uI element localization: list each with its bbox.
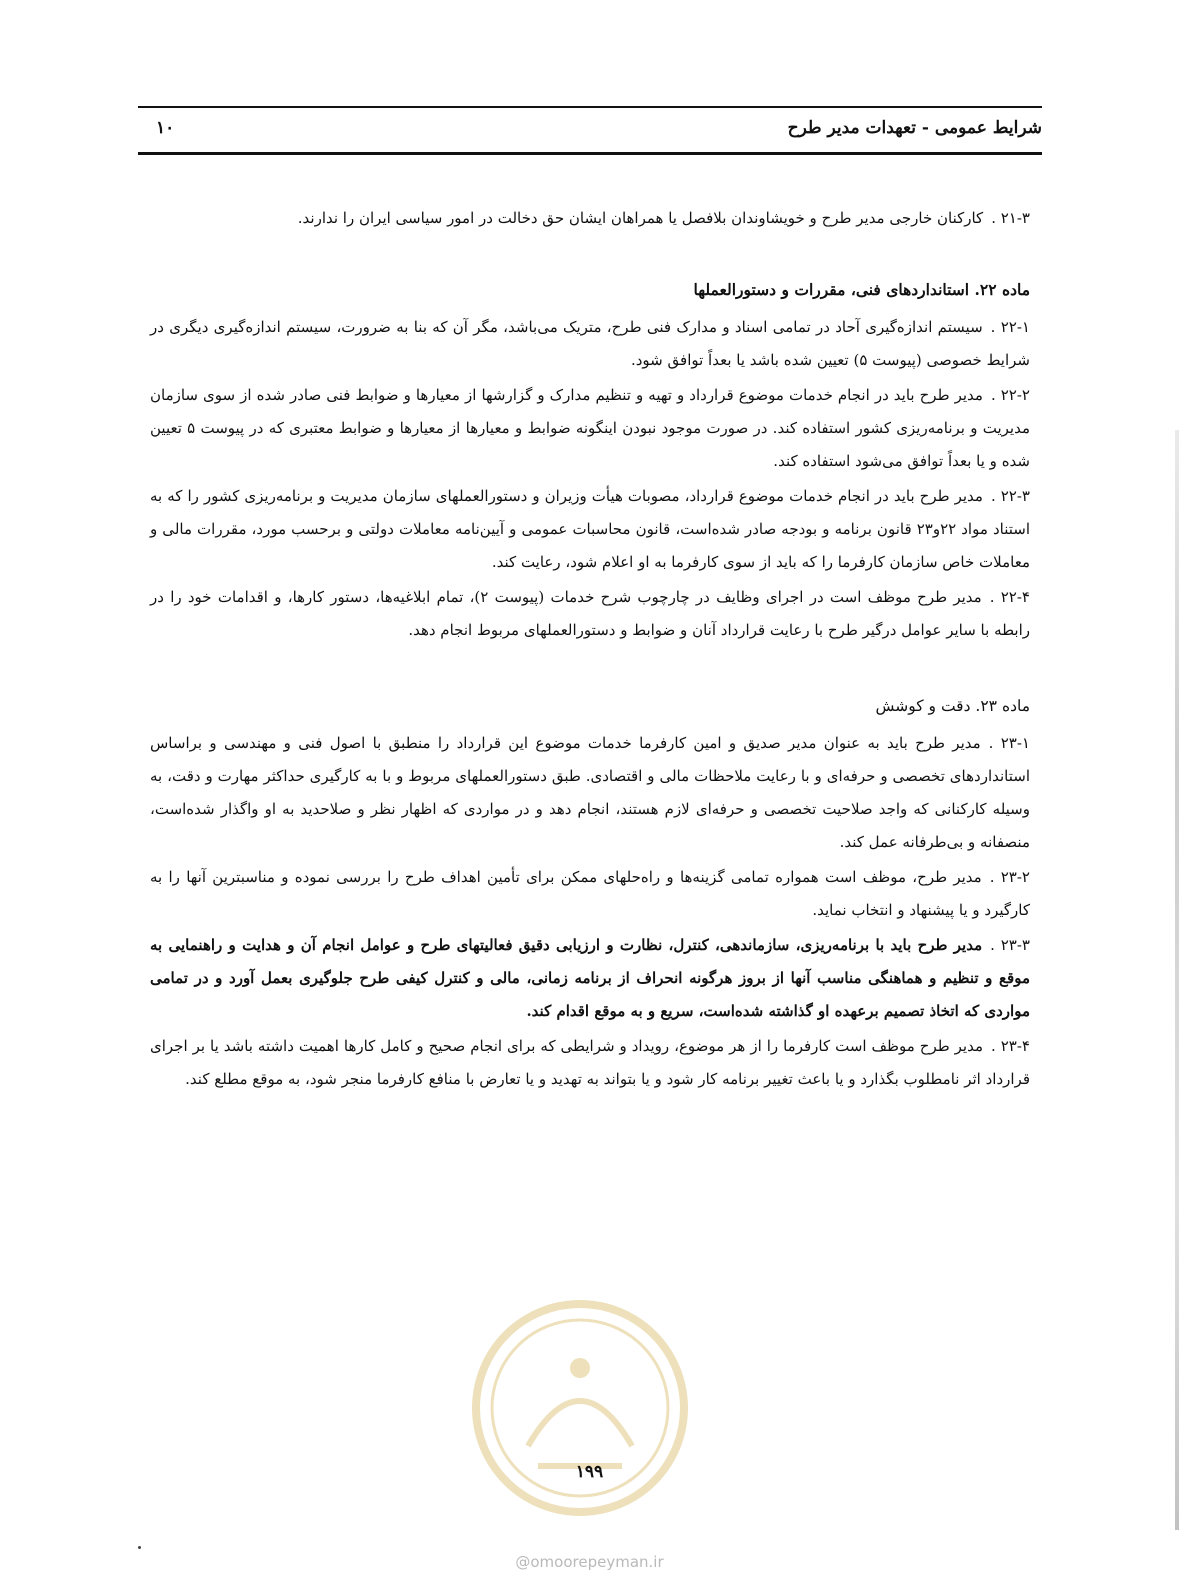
article-22-heading: ماده ۲۲. استانداردهای فنی، مقررات و دستورالعملها xyxy=(693,280,1030,299)
scan-edge-shadow xyxy=(1175,430,1179,1530)
clause-text: مدیر طرح باید به عنوان مدیر صدیق و امین کارفرما خدمات موضوع این قرارداد را منطبق با اصول فنی و مهندسی و براساس استانداردهای تخصصی و حرفه‌ای و با رعایت ملاحظات مالی و اقتصادی. طبق دستورالعملهای مربوط و با به کارگیری حداکثر مهارت و دقت، به وسیله کارکنانی که واجد صلاحیت تخصصی و حرفه‌ای لازم هستند، انجام دهد و در مواردی که اظهار نظر و صلاحدید به او واگذار شده‌است، منصفانه و بی‌طرفانه عمل کند. xyxy=(150,734,1030,851)
clause-number: ۲۳-۲ . xyxy=(989,868,1030,886)
clause-21-3 xyxy=(150,202,1030,235)
header-top-rule xyxy=(138,106,1042,108)
clause-number: ۲۱-۳ . xyxy=(991,209,1030,227)
article-23-heading: ماده ۲۳. دقت و کوشش xyxy=(875,697,1030,715)
document-body xyxy=(150,202,1030,1098)
clause-number: ۲۲-۳ . xyxy=(990,487,1030,505)
clause-text: سیستم اندازه‌گیری آحاد در تمامی اسناد و مدارک فنی طرح، متریک می‌باشد، مگر آن که بنا به ضرورت، سیستم اندازه‌گیری دیگری در شرایط خصوصی (پیوست ۵) تعیین شده باشد یا بعداً توافق شود. xyxy=(150,318,1030,369)
clause-22-4 xyxy=(150,581,1030,647)
watermark-seal-icon xyxy=(468,1296,692,1520)
clause-number: ۲۲-۲ . xyxy=(990,386,1030,404)
page-number: ۱۰ xyxy=(156,118,175,138)
clause-text: مدیر طرح موظف است کارفرما را از هر موضوع، رویداد و شرایطی که برای انجام صحیح و کامل کارها اهمیت داشته باشد یا بر اجرای قرارداد اثر نامطلوب بگذارد و یا باعث تغییر برنامه کار شود و یا بتواند به تهدید و یا تعارض با منافع کارفرما منجر شود، به موقع مطلع کند. xyxy=(150,1037,1030,1088)
header-bottom-rule xyxy=(138,152,1042,155)
watermark-site-text: @omoorepeyman.ir xyxy=(515,1553,664,1571)
clause-23-1 xyxy=(150,727,1030,859)
section-article-21-tail xyxy=(150,202,1030,235)
clause-text: مدیر طرح باید با برنامه‌ریزی، سازماندهی، کنترل، نظارت و ارزیابی دقیق فعالیتهای طرح و عوامل انجام آن و هدایت و راهنمایی به موقع و تنظیم و هماهنگی مناسب آنها از بروز هرگونه انحراف از برنامه زمانی، مالی و کنترل کیفی طرح جلوگیری بعمل آورد و در تمامی مواردی که اتخاذ تصمیم برعهده او گذاشته شده‌است، سریع و به موقع اقدام کند. xyxy=(150,936,1030,1020)
page-header xyxy=(138,106,1042,156)
clause-number: ۲۳-۳ . xyxy=(990,936,1030,954)
folio-number: ۱۹۹ xyxy=(575,1462,604,1482)
clause-22-2 xyxy=(150,379,1030,478)
clause-number: ۲۳-۱ . xyxy=(988,734,1030,752)
clause-text: مدیر طرح، موظف است همواره تمامی گزینه‌ها و راه‌حلهای ممکن برای تأمین اهداف طرح را بررسی نموده و مناسبترین آنها را به کارگیرد و یا پیشنهاد و انتخاب نماید. xyxy=(150,868,1030,919)
running-title: شرایط عمومی - تعهدات مدیر طرح xyxy=(787,118,1042,138)
clause-23-3 xyxy=(150,929,1030,1028)
scan-speck xyxy=(138,1546,141,1549)
clause-text: مدیر طرح باید در انجام خدمات موضوع قرارداد و تهیه و تنظیم مدارک و گزارشها از معیارها و ضوابط فنی صادر شده از سوی سازمان مدیریت و برنامه‌ریزی کشور استفاده کند. در صورت موجود نبودن اینگونه ضوابط و معیارها از معیارها و ضوابط معتبری که در پیوست ۵ تعیین شده و یا بعداً توافق می‌شود استفاده کند. xyxy=(150,386,1031,470)
clause-text: مدیر طرح باید در انجام خدمات موضوع قرارداد، مصوبات هیأت وزیران و دستورالعملهای سازمان مدیریت و برنامه‌ریزی کشور را که به استناد مواد ۲۲و۲۳ قانون برنامه و بودجه صادر شده‌است، قانون محاسبات عمومی و آیین‌نامه معاملات دولتی و برحسب مورد، مقررات مالی و معاملات خاص سازمان کارفرما را که باید از سوی کارفرما به او اعلام شود، رعایت کند. xyxy=(150,487,1030,571)
clause-number: ۲۳-۴ . xyxy=(991,1037,1030,1055)
clause-number: ۲۲-۱ . xyxy=(990,318,1030,336)
clause-22-1 xyxy=(150,311,1030,377)
clause-22-3 xyxy=(150,480,1030,579)
clause-23-4 xyxy=(150,1030,1030,1096)
section-article-22 xyxy=(150,275,1030,647)
clause-text: کارکنان خارجی مدیر طرح و خویشاوندان بلافصل یا همراهان ایشان حق دخالت در امور سیاسی ایران را ندارند. xyxy=(297,209,984,227)
clause-23-2 xyxy=(150,861,1030,927)
clause-text: مدیر طرح موظف است در اجرای وظایف در چارچوب شرح خدمات (پیوست ۲)، تمام ابلاغیه‌ها، دستور کارها، و اقدامات خود را در رابطه با سایر عوامل درگیر طرح با رعایت قرارداد آنان و ضوابط و دستورالعملهای مربوط انجام دهد. xyxy=(150,588,1030,639)
clause-number: ۲۲-۴ . xyxy=(989,588,1030,606)
section-article-23 xyxy=(150,691,1030,1096)
